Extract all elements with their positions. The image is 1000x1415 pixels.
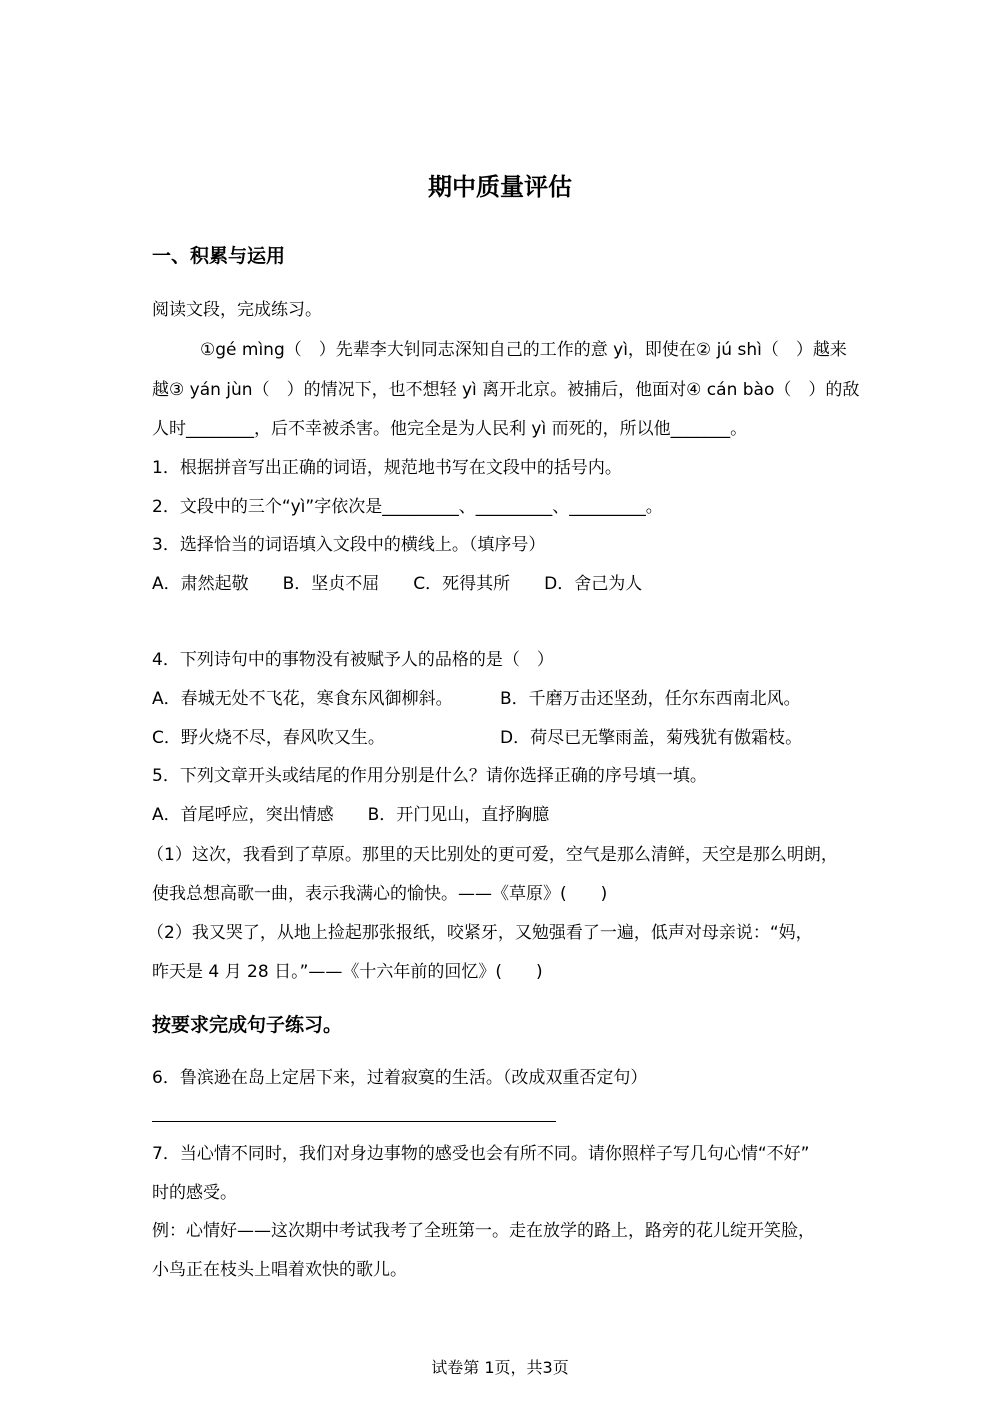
question-2: 2．文段中的三个“yì”字依次是_________、_________、_________。 — [152, 497, 663, 517]
question-4-option-b: B．千磨万击还坚劲，任尔东西南北风。 — [500, 689, 801, 709]
page-footer: 试卷第 1页，共3页 — [431, 1358, 569, 1377]
question-4-option-d: D．荷尽已无擎雨盖，菊残犹有傲霜枝。 — [500, 728, 803, 748]
question-5-stem: 5．下列文章开头或结尾的作用分别是什么？请你选择正确的序号填一填。 — [152, 766, 707, 786]
question-5-options: A．首尾呼应，突出情感 B．开门见山，直抒胸臆 — [152, 805, 550, 825]
question-4-stem: 4．下列诗句中的事物没有被赋予人的品格的是（ ） — [152, 650, 554, 670]
page-title: 期中质量评估 — [428, 173, 572, 201]
question-4-option-a: A．春城无处不飞花，寒食东风御柳斜。 — [152, 689, 453, 709]
question-5-item-1-line-2: 使我总想高歌一曲，表示我满心的愉快。——《草原》( ) — [152, 884, 608, 904]
question-5-item-2-line-2: 昨天是 4 月 28 日。”——《十六年前的回忆》( ) — [152, 962, 543, 982]
question-4-option-c: C．野火烧不尽，春风吹又生。 — [152, 728, 385, 748]
question-7-example-line-1: 例：心情好——这次期中考试我考了全班第一。走在放学的路上，路旁的花儿绽开笑脸， — [152, 1221, 815, 1241]
reading-instruction: 阅读文段，完成练习。 — [152, 300, 322, 320]
passage-line-1: ①gé mìng（ ）先辈李大钊同志深知自己的工作的意 yì，即使在② jú shì（ ）越来 — [200, 340, 847, 360]
question-7-example-line-2: 小鸟正在枝头上唱着欢快的歌儿。 — [152, 1260, 407, 1280]
passage-line-3: 人时________，后不幸被杀害。他完全是为人民利 yì 而死的，所以他_______。 — [152, 419, 748, 439]
passage-line-2: 越③ yán jùn（ ）的情况下，也不想轻 yì 离开北京。被捕后，他面对④ cán bào（ ）的敌 — [152, 380, 860, 400]
question-3-options: A．肃然起敬 B．坚贞不屈 C．死得其所 D．舍己为人 — [152, 574, 643, 594]
question-5-item-2-line-1: （2）我又哭了，从地上捡起那张报纸，咬紧牙，又勉强看了一遍，低声对母亲说：“妈， — [147, 923, 813, 943]
question-5-item-1-line-1: （1）这次，我看到了草原。那里的天比别处的更可爱，空气是那么清鲜，天空是那么明朗， — [147, 845, 838, 865]
question-7-line-2: 时的感受。 — [152, 1183, 237, 1203]
question-6: 6．鲁滨逊在岛上定居下来，过着寂寞的生活。（改成双重否定句） — [152, 1068, 648, 1088]
section-heading-accumulation: 一、积累与运用 — [152, 245, 286, 267]
question-3-stem: 3．选择恰当的词语填入文段中的横线上。（填序号） — [152, 535, 546, 555]
question-1: 1．根据拼音写出正确的词语，规范地书写在文段中的括号内。 — [152, 458, 622, 478]
section-heading-sentences: 按要求完成句子练习。 — [152, 1014, 343, 1036]
question-7-line-1: 7．当心情不同时，我们对身边事物的感受也会有所不同。请你照样子写几句心情“不好” — [152, 1144, 810, 1164]
answer-line — [152, 1121, 556, 1122]
